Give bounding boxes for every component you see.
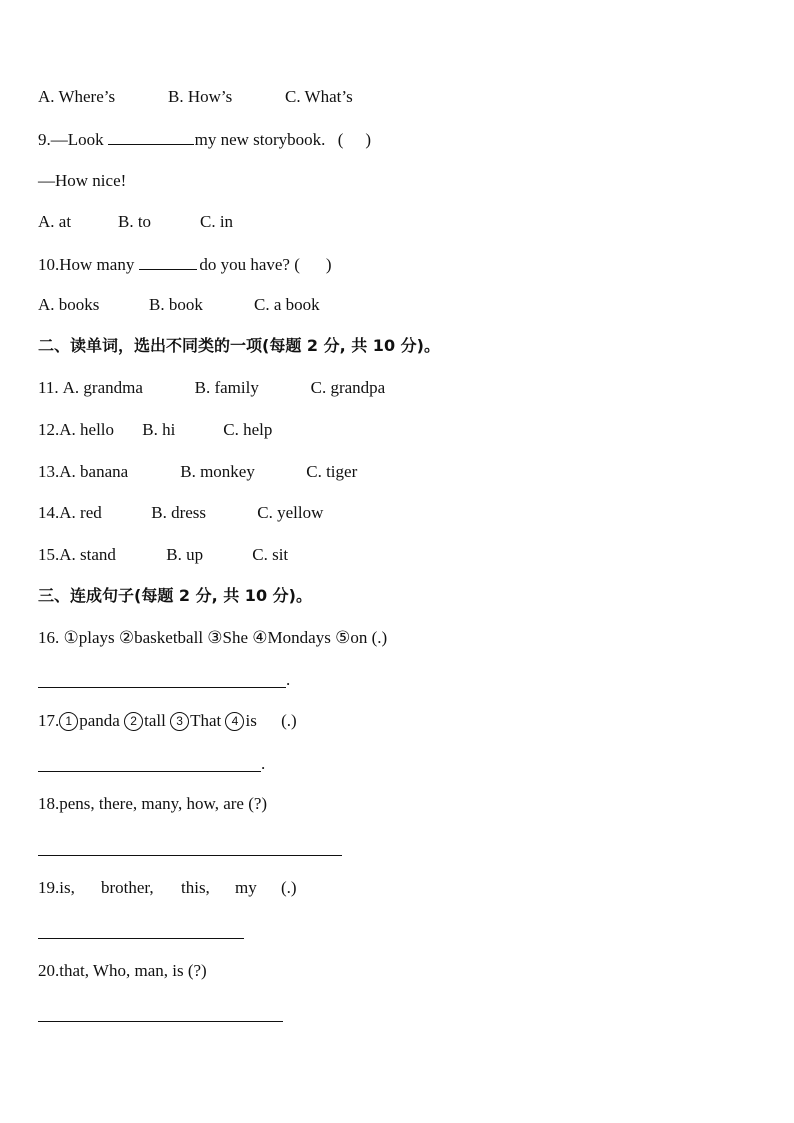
q11-option-c[interactable]: C. grandpa	[310, 378, 386, 397]
q17-end-mark: (.)	[281, 711, 297, 730]
section-3-heading: 三、连成句子(每题 2 分, 共 10 分)。	[38, 586, 312, 605]
q13-option-a[interactable]: A. banana	[59, 462, 129, 481]
q10-paren-open: (	[294, 255, 300, 274]
q9-option-c[interactable]: C. in	[200, 212, 234, 231]
q19-word-4: my	[235, 878, 257, 897]
q14-option-a[interactable]: A. red	[59, 503, 102, 522]
q10-suffix: do you have?	[199, 255, 290, 274]
q16-word-2: ②basketball	[118, 628, 204, 647]
q17-circle-2: 2	[124, 712, 143, 731]
q13-option-b[interactable]: B. monkey	[180, 462, 255, 481]
q17-circle-4: 4	[225, 712, 244, 731]
question-20: 20.that, Who, man, is (?)	[38, 961, 207, 980]
q15-number: 15.	[38, 545, 60, 564]
q17-word-2: tall	[144, 711, 166, 730]
q19-word-2: brother,	[101, 878, 154, 897]
q10-option-a[interactable]: A. books	[38, 295, 100, 314]
q13-number: 13.	[38, 462, 60, 481]
q17-answer-line[interactable]	[38, 771, 261, 772]
q9-blank[interactable]	[108, 127, 194, 145]
question-15	[38, 543, 288, 567]
q9-paren-open: (	[337, 130, 344, 149]
question-9-stem	[38, 127, 371, 151]
q12-number: 12.	[38, 420, 60, 439]
q12-option-c[interactable]: C. help	[223, 420, 273, 439]
q16-number: 16.	[38, 628, 60, 647]
q16-word-3: ③She	[207, 628, 249, 647]
q12-option-a[interactable]: A. hello	[59, 420, 115, 439]
q16-word-1: ①plays	[63, 628, 115, 647]
question-8-options	[38, 85, 353, 109]
q11-option-a[interactable]: A. grandma	[62, 378, 143, 397]
q17-word-1: panda	[79, 711, 120, 730]
q15-option-c[interactable]: C. sit	[252, 545, 289, 564]
q19-number-word: 19.is,	[38, 878, 75, 897]
q9-paren-close: )	[365, 130, 372, 149]
q17-number: 17.	[38, 711, 60, 730]
q10-prefix: 10.How many	[38, 255, 135, 274]
q10-option-b[interactable]: B. book	[149, 295, 203, 314]
q17-circle-1: 1	[59, 712, 78, 731]
q17-answer-period: .	[261, 754, 266, 773]
q11-option-b[interactable]: B. family	[194, 378, 259, 397]
q14-number: 14.	[38, 503, 60, 522]
question-19	[38, 876, 297, 900]
section-2-heading: 二、读单词，选出不同类的一项(每题 2 分, 共 10 分)。	[38, 336, 440, 355]
q14-option-b[interactable]: B. dress	[151, 503, 207, 522]
question-13	[38, 460, 357, 484]
q19-end-mark: (.)	[281, 878, 297, 897]
q19-answer-line[interactable]	[38, 938, 244, 939]
q10-option-c[interactable]: C. a book	[254, 295, 320, 314]
q9-option-a[interactable]: A. at	[38, 212, 72, 231]
question-14	[38, 501, 323, 525]
q15-option-a[interactable]: A. stand	[59, 545, 116, 564]
q16-word-4: ④Mondays	[252, 628, 331, 647]
q9-suffix: my new storybook.	[194, 130, 326, 149]
q8-option-a[interactable]: A. Where’s	[38, 87, 116, 106]
q10-paren-close: )	[325, 255, 332, 274]
q14-option-c[interactable]: C. yellow	[257, 503, 324, 522]
question-16	[38, 626, 387, 650]
question-11	[38, 376, 385, 400]
q13-option-c[interactable]: C. tiger	[306, 462, 358, 481]
question-10-stem	[38, 252, 332, 276]
q11-number: 11.	[38, 378, 59, 397]
q16-answer-period: .	[286, 670, 291, 689]
q9-reply: —How nice!	[38, 171, 127, 190]
question-18: 18.pens, there, many, how, are (?)	[38, 794, 268, 813]
q17-word-3: That	[190, 711, 222, 730]
q19-word-3: this,	[181, 878, 210, 897]
q17-word-4: is	[245, 711, 257, 730]
q8-option-b[interactable]: B. How’s	[168, 87, 233, 106]
q9-prefix: 9.—Look	[38, 130, 104, 149]
q18-answer-line[interactable]	[38, 855, 342, 856]
q16-end-mark: (.)	[371, 628, 388, 647]
q12-option-b[interactable]: B. hi	[142, 420, 176, 439]
q10-blank[interactable]	[139, 252, 197, 270]
q16-answer-line[interactable]	[38, 687, 286, 688]
question-12	[38, 418, 272, 442]
q15-option-b[interactable]: B. up	[166, 545, 204, 564]
q17-circle-3: 3	[170, 712, 189, 731]
question-17	[38, 709, 297, 733]
question-9-options	[38, 210, 233, 234]
q9-option-b[interactable]: B. to	[118, 212, 152, 231]
q8-option-c[interactable]: C. What’s	[285, 87, 353, 106]
q16-word-5: ⑤on	[335, 628, 368, 647]
q20-answer-line[interactable]	[38, 1021, 283, 1022]
question-10-options	[38, 293, 320, 317]
